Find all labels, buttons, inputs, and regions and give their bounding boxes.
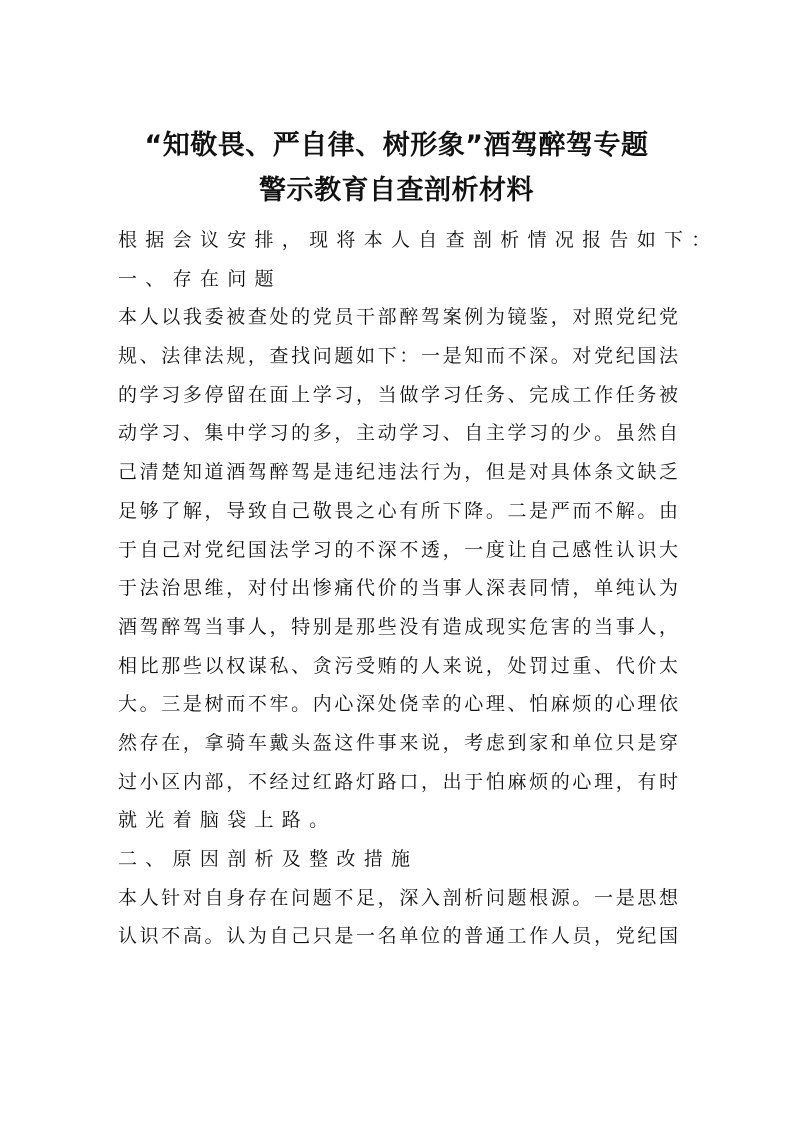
document-body bbox=[118, 221, 719, 956]
section-2-paragraph bbox=[118, 879, 678, 956]
paragraph-line: 于自己对党纪国法学习的不深不透，一度让自己感性认识大 bbox=[118, 538, 678, 561]
document-title-line-1: “知敬畏、严自律、树形象”酒驾醉驾专题 bbox=[144, 130, 649, 161]
section-2-heading: 二、原因剖析及整改措施 bbox=[118, 848, 419, 870]
paragraph-line: 足够了解，导致自己敬畏之心有所下降。二是严而不解。由 bbox=[118, 499, 678, 522]
paragraph-line: 的学习多停留在面上学习，当做学习任务、完成工作任务被 bbox=[118, 383, 678, 406]
paragraph-line: 认识不高。认为自己只是一名单位的普通工作人员，党纪国 bbox=[118, 925, 678, 948]
paragraph-line: 本人以我委被查处的党员干部醉驾案例为镜鉴，对照党纪党 bbox=[118, 306, 678, 329]
paragraph-line: 就光着脑袋上路。 bbox=[118, 809, 337, 832]
paragraph-line: 动学习、集中学习的多，主动学习、自主学习的少。虽然自 bbox=[118, 422, 678, 445]
paragraph-line: 己清楚知道酒驾醉驾是违纪违法行为，但是对具体条文缺乏 bbox=[118, 461, 678, 484]
paragraph-line: 酒驾醉驾当事人，特别是那些没有造成现实危害的当事人， bbox=[118, 615, 678, 638]
section-1-paragraph bbox=[118, 298, 678, 840]
paragraph-line: 于法治思维，对付出惨痛代价的当事人深表同情，单纯认为 bbox=[118, 577, 678, 600]
paragraph-line: 然存在，拿骑车戴头盔这件事来说，考虑到家和单位只是穿 bbox=[118, 731, 678, 754]
intro-paragraph: 根据会议安排，现将本人自查剖析情况报告如下： bbox=[118, 229, 719, 251]
paragraph-line: 本人针对自身存在问题不足，深入剖析问题根源。一是思想 bbox=[118, 886, 678, 909]
paragraph-line: 大。三是树而不牢。内心深处侥幸的心理、怕麻烦的心理依 bbox=[118, 693, 678, 716]
document-title-line-2: 警示教育自查剖析材料 bbox=[259, 175, 534, 206]
section-1-heading: 一、存在问题 bbox=[118, 267, 282, 290]
paragraph-line: 规、法律法规，查找问题如下：一是知而不深。对党纪国法 bbox=[118, 345, 678, 368]
paragraph-line: 过小区内部，不经过红路灯路口，出于怕麻烦的心理，有时 bbox=[118, 770, 678, 793]
paragraph-line: 相比那些以权谋私、贪污受贿的人来说，处罚过重、代价太 bbox=[118, 654, 678, 677]
